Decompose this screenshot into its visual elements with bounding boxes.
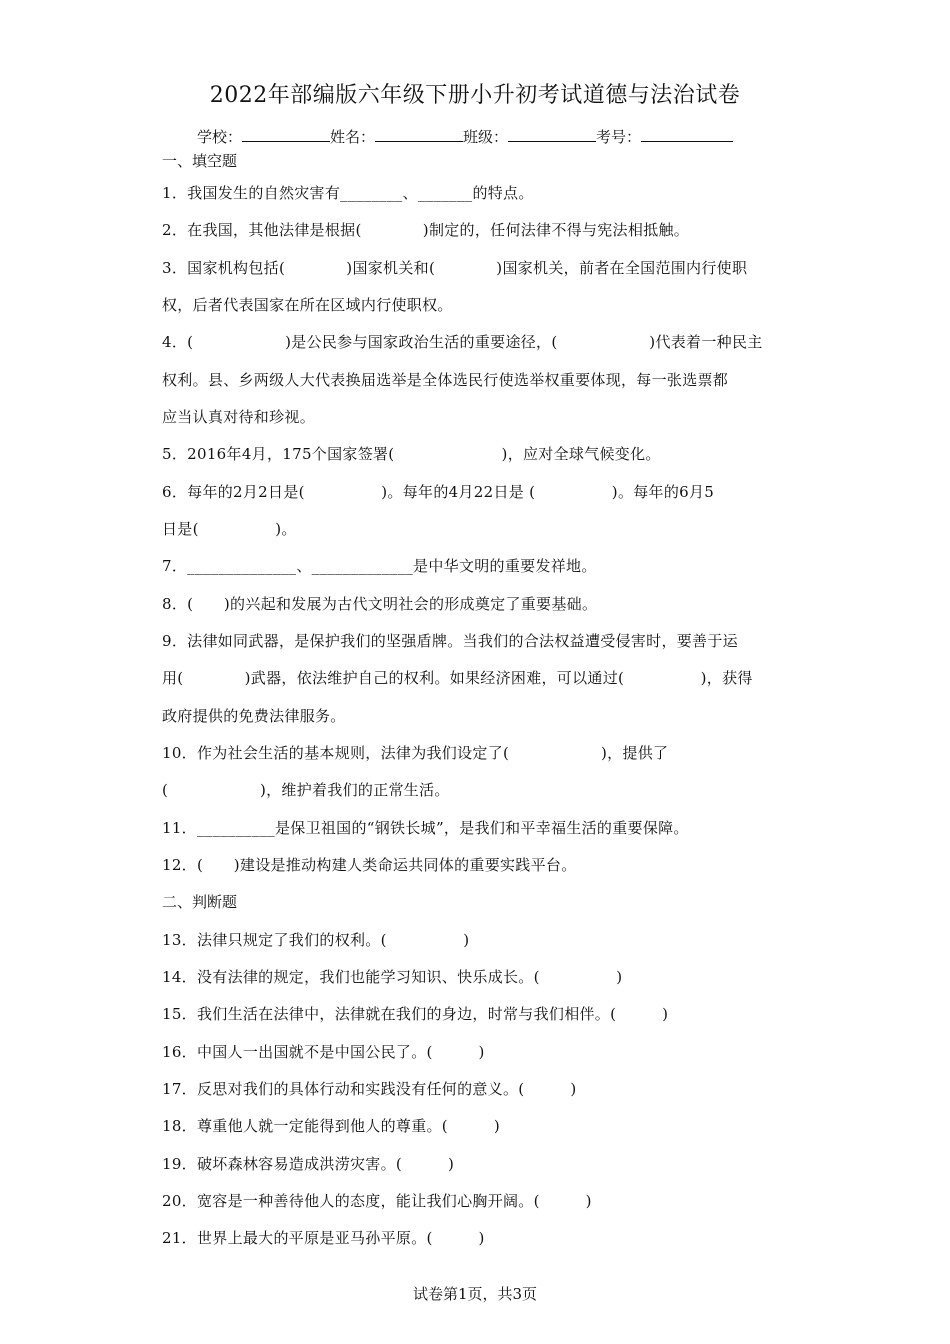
question-line: 21．世界上最大的平原是亚马孙平原。( ) (162, 1229, 485, 1247)
question-line: 20．宽容是一种善待他人的态度，能让我们心胸开阔。( ) (162, 1192, 592, 1210)
page-title: 2022年部编版六年级下册小升初考试道德与法治试卷 (209, 83, 741, 108)
question-line: 应当认真对待和珍视。 (162, 408, 316, 426)
question-line: 16．中国人一出国就不是中国公民了。( ) (162, 1043, 485, 1061)
class-label: 班级： (463, 128, 509, 146)
question-line: 19．破坏森林容易造成洪涝灾害。( ) (162, 1155, 455, 1173)
question-line: 18．尊重他人就一定能得到他人的尊重。( ) (162, 1117, 500, 1135)
question-line: 17．反思对我们的具体行动和实践没有任何的意义。( ) (162, 1080, 577, 1098)
question-line: 政府提供的免费法律服务。 (162, 707, 346, 725)
question-line: ( )，维护着我们的正常生活。 (162, 781, 450, 799)
question-line: 15．我们生活在法律中，法律就在我们的身边，时常与我们相伴。( ) (162, 1005, 669, 1023)
student-info-row (197, 126, 733, 147)
question-line: 2．在我国，其他法律是根据( )制定的，任何法律不得与宪法相抵触。 (162, 221, 690, 239)
question-line: 10．作为社会生活的基本规则，法律为我们设定了( )，提供了 (162, 744, 669, 762)
exam-no-blank (641, 127, 733, 142)
question-line: 1．我国发生的自然灾害有________、_______的特点。 (162, 184, 534, 202)
question-line: 9．法律如同武器，是保护我们的坚强盾牌。当我们的合法权益遭受侵害时，要善于运 (162, 632, 738, 650)
section-heading-true-false: 二、判断题 (162, 893, 238, 911)
question-line: 7．______________、_____________是中华文明的重要发祥地。 (162, 557, 597, 575)
question-line: 11．__________是保卫祖国的“钢铁长城”，是我们和平幸福生活的重要保障。 (162, 819, 689, 837)
question-line: 14．没有法律的规定，我们也能学习知识、快乐成长。( ) (162, 968, 623, 986)
page-footer: 试卷第1页，共3页 (412, 1285, 538, 1303)
question-line: 3．国家机构包括( )国家机关和( )国家机关，前者在全国范围内行使职 (162, 259, 748, 277)
name-label: 姓名： (330, 128, 376, 146)
school-blank (242, 127, 330, 142)
class-blank (508, 127, 596, 142)
section-heading-fill-blank: 一、填空题 (162, 152, 238, 170)
question-line: 权，后者代表国家在所在区域内行使职权。 (162, 296, 453, 314)
question-line: 4．( )是公民参与国家政治生活的重要途径，( )代表着一种民主 (162, 333, 763, 351)
school-label: 学校： (197, 128, 243, 146)
name-blank (375, 127, 463, 142)
question-line: 13．法律只规定了我们的权利。( ) (162, 931, 470, 949)
question-line: 日是( )。 (162, 520, 297, 538)
question-line: 用( )武器，依法维护自己的权利。如果经济困难，可以通过( )，获得 (162, 669, 753, 687)
question-line: 6．每年的2月2日是( )。每年的4月22日是 ( )。每年的6月5 (162, 483, 715, 501)
question-line: 权利。县、乡两级人大代表换届选举是全体选民行使选举权重要体现，每一张选票都 (162, 371, 729, 389)
question-line: 5．2016年4月，175个国家签署( )，应对全球气候变化。 (162, 445, 661, 463)
question-line: 8．( )的兴起和发展为古代文明社会的形成奠定了重要基础。 (162, 595, 598, 613)
question-line: 12．( )建设是推动构建人类命运共同体的重要实践平台。 (162, 856, 577, 874)
exam-no-label: 考号： (596, 128, 642, 146)
